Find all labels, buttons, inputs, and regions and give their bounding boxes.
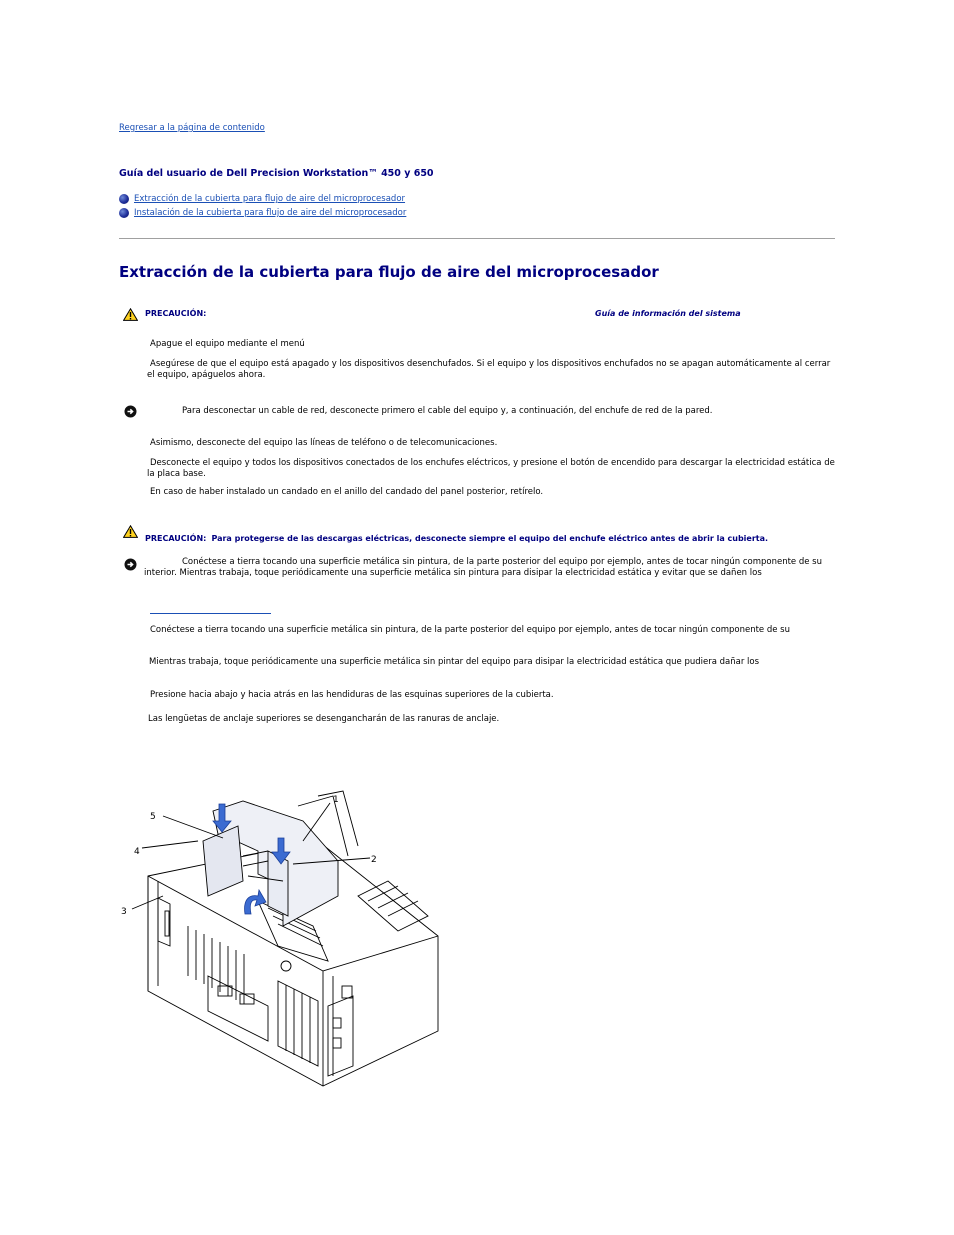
bullet-icon: [119, 194, 129, 204]
back-to-contents-link[interactable]: Regresar a la página de contenido: [119, 123, 265, 133]
section-heading: Extracción de la cubierta para flujo de aire del microprocesador: [119, 263, 659, 281]
link-underline: [150, 613, 271, 614]
caution-label: PRECAUCIÓN:: [145, 309, 207, 318]
step-discharge-periodically: Mientras trabaja, toque periódicamente una superficie metálica sin pintar del equipo para disipar la electricidad estática que pudiera dañar los: [149, 657, 760, 667]
caution-warning-icon: [123, 525, 138, 538]
step-tabs-release: Las lengüetas de anclaje superiores se desengancharán de las ranuras de anclaje.: [148, 714, 500, 724]
caution-electric-shock: [145, 526, 768, 545]
step-ground-yourself: Conéctese a tierra tocando una superficie metálica sin pintura, de la parte posterior del equipo por ejemplo, antes de tocar ningún componente de su: [150, 625, 790, 635]
caution-text: Para protegerse de las descargas eléctricas, desconecte siempre el equipo del enchufe eléctrico antes de abrir la cubierta.: [211, 534, 769, 543]
caution-label: PRECAUCIÓN:: [145, 534, 207, 543]
step-remove-padlock: En caso de haber instalado un candado en el anillo del candado del panel posterior, retírelo.: [150, 487, 544, 497]
callout-3: 3: [121, 907, 127, 917]
airflow-shroud-illustration: [118, 786, 448, 1091]
notice-ground-yourself: Conéctese a tierra tocando una superficie metálica sin pintura, de la parte posterior del equipo por ejemplo, antes de tocar ningún componente de su interior. Mientras trabaja, toque periódicamente una superficie metálica sin pintura para disipar la electricidad estática y evitar que se dañen los: [144, 557, 822, 578]
step-disconnect-phone: Asimismo, desconecte del equipo las líneas de teléfono o de telecomunicaciones.: [150, 438, 498, 448]
step-press-down-back: Presione hacia abajo y hacia atrás en las hendiduras de las esquinas superiores de la cubierta.: [150, 690, 554, 700]
callout-1: 1: [333, 795, 339, 805]
step-ensure-off: Asegúrese de que el equipo está apagado y los dispositivos desenchufados. Si el equipo y los dispositivos enchufados no se apagan automáticamente al cerrar el equipo, apáguelos ahora.: [147, 359, 831, 380]
document-title: Guía del usuario de Dell Precision Workstation™ 450 y 650: [119, 168, 434, 179]
callout-4: 4: [134, 847, 140, 857]
step-shutdown: Apague el equipo mediante el menú: [150, 339, 305, 349]
callout-5: 5: [150, 812, 156, 822]
notice-icon: [124, 558, 137, 571]
toc-link-removal[interactable]: Extracción de la cubierta para flujo de aire del microprocesador: [134, 194, 406, 204]
notice-network-cable: Para desconectar un cable de red, desconecte primero el cable del equipo y, a continuación, del enchufe de red de la pared.: [182, 406, 713, 416]
step-unplug-discharge: Desconecte el equipo y todos los dispositivos conectados de los enchufes eléctricos, y presione el botón de encendido para descargar la electricidad estática de la placa base.: [147, 458, 835, 479]
caution-warning-icon: [123, 308, 138, 321]
system-info-guide-reference: Guía de información del sistema: [595, 309, 741, 318]
notice-icon: [124, 405, 137, 418]
callout-2: 2: [371, 855, 377, 865]
toc-link-installation[interactable]: Instalación de la cubierta para flujo de aire del microprocesador: [134, 208, 407, 218]
horizontal-divider: [119, 238, 835, 239]
bullet-icon: [119, 208, 129, 218]
